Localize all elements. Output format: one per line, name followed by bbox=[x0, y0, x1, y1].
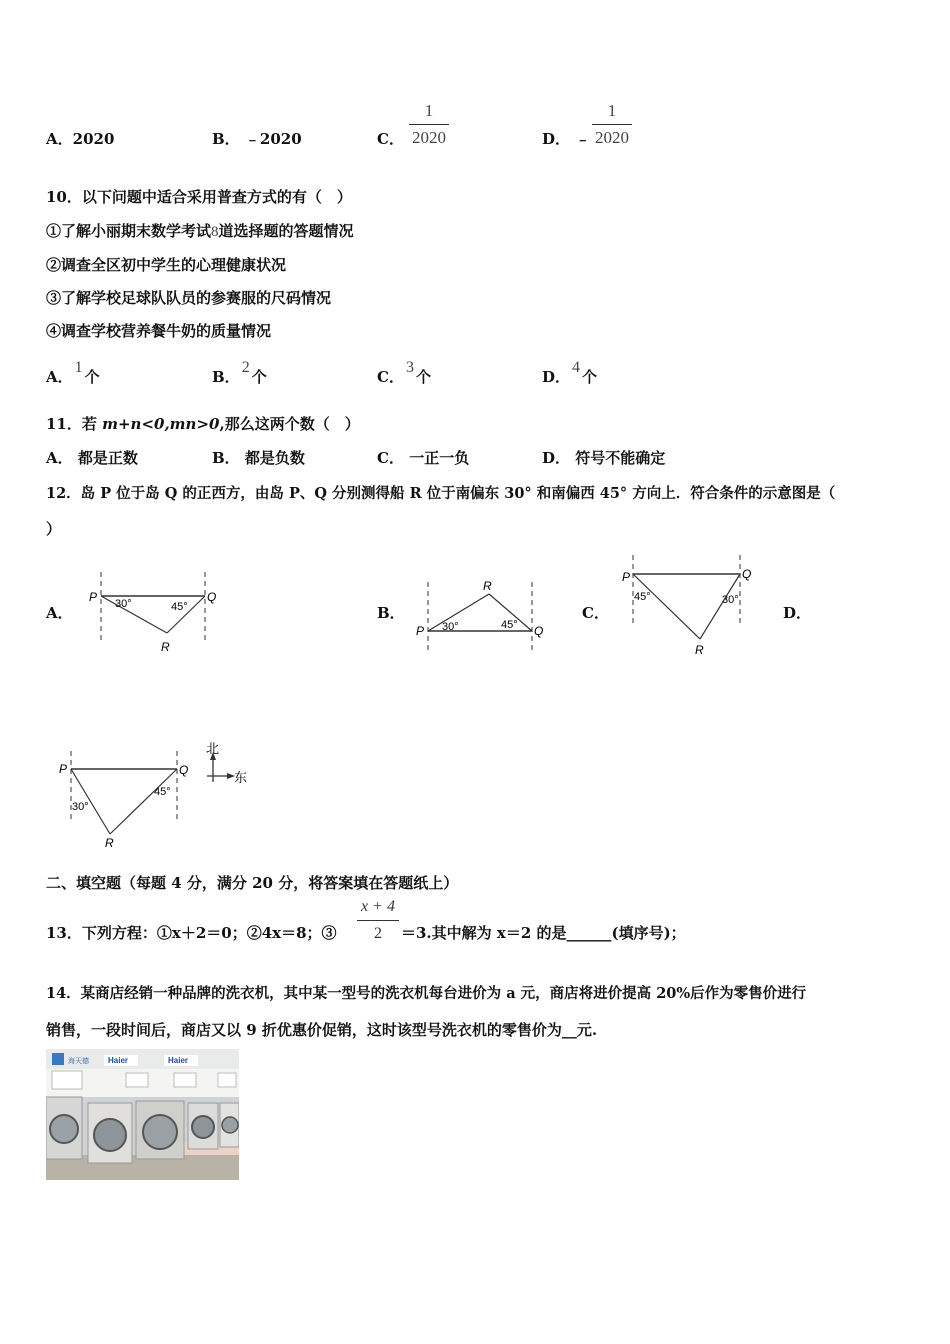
q10-option-a: A．1个 bbox=[46, 359, 100, 386]
q13-stem-post: ＝3.其中解为 x＝2 的是______(填序号)； bbox=[401, 924, 686, 942]
label-q: Q bbox=[179, 763, 189, 777]
washer-5 bbox=[220, 1103, 239, 1147]
label-p: P bbox=[89, 590, 98, 604]
q12-option-c-label: C． bbox=[582, 604, 609, 622]
brand-sign-1: 海天德 bbox=[68, 1058, 89, 1065]
q13-stem-pre: 13．下列方程：①x＋2＝0；②4x＝8；③ bbox=[46, 924, 337, 942]
q12-diagram-a bbox=[85, 568, 225, 658]
q11-stem: 11．若 m+n<0,mn>0,那么这两个数（ ） bbox=[46, 415, 360, 433]
q9-option-a: A．2020 bbox=[46, 130, 115, 148]
q9-option-b: B． ﹣2020 bbox=[212, 130, 302, 148]
angle-45: 45° bbox=[501, 619, 518, 631]
q10-item-1: ①了解小丽期末数学考试8道选择题的答题情况 bbox=[46, 222, 354, 240]
label-p: P bbox=[59, 762, 68, 776]
washing-machine-photo bbox=[46, 1049, 239, 1180]
label-p: P bbox=[416, 624, 425, 638]
label-q: Q bbox=[207, 590, 217, 604]
compass-east-label: 东 bbox=[234, 770, 248, 785]
angle-45: 45° bbox=[171, 601, 188, 613]
section-2-title: 二、填空题（每题 4 分，满分 20 分，将答案填在答题纸上） bbox=[46, 874, 459, 892]
label-r: R bbox=[695, 643, 704, 657]
brand-sign-2: Haier bbox=[108, 1056, 129, 1065]
q9-option-d-label: D． ﹣ bbox=[542, 130, 591, 148]
q10-option-b: B．2个 bbox=[212, 359, 267, 386]
segment-pr bbox=[633, 574, 700, 639]
q12-option-d-label: D． bbox=[783, 604, 812, 622]
q9-option-d-fraction: 1 2020 bbox=[592, 101, 632, 148]
q10-stem: 10．以下问题中适合采用普查方式的有（ ） bbox=[46, 188, 352, 206]
q9-option-c-label: C． bbox=[377, 130, 404, 148]
compass-north-label: 北 bbox=[206, 742, 220, 756]
label-r: R bbox=[483, 579, 492, 593]
angle-45: 45° bbox=[634, 591, 651, 603]
q12-diagram-d bbox=[55, 747, 195, 852]
q10-option-c: C．3个 bbox=[377, 359, 431, 386]
washer-4 bbox=[188, 1103, 218, 1149]
q11-option-b: B． 都是负数 bbox=[212, 449, 305, 467]
q12-option-a-label: A． bbox=[46, 604, 73, 622]
label-p: P bbox=[622, 570, 631, 584]
q11-option-c: C． 一正一负 bbox=[377, 449, 470, 467]
label-r: R bbox=[161, 640, 170, 654]
compass bbox=[203, 742, 253, 786]
brand-logo-icon bbox=[52, 1053, 64, 1065]
q12-option-b-label: B． bbox=[377, 604, 405, 622]
washer-1 bbox=[46, 1097, 82, 1159]
segment-qr bbox=[700, 574, 740, 639]
label-q: Q bbox=[742, 567, 752, 581]
q10-item-4: ④调查学校营养餐牛奶的质量情况 bbox=[46, 322, 272, 340]
angle-30: 30° bbox=[115, 598, 132, 610]
q14-stem-line2: 销售，一段时间后，商店又以 9 折优惠价促销，这时该型号洗衣机的零售价为__元. bbox=[46, 1021, 598, 1039]
washer-3 bbox=[136, 1101, 184, 1159]
angle-30: 30° bbox=[442, 621, 459, 633]
segment-qr bbox=[110, 769, 177, 834]
q12-diagram-b bbox=[413, 578, 553, 658]
q11-option-d: D． 符号不能确定 bbox=[542, 449, 666, 467]
q13-fraction: x + 4 2 bbox=[357, 897, 399, 944]
angle-30: 30° bbox=[722, 594, 739, 606]
q12-stem-line1: 12．岛 P 位于岛 Q 的正西方，由岛 P、Q 分别测得船 R 位于南偏东 30° 和南偏西 45° 方向上．符合条件的示意图是（ bbox=[46, 485, 836, 502]
q11-option-a: A． 都是正数 bbox=[46, 449, 138, 467]
angle-45: 45° bbox=[154, 786, 171, 798]
q9-option-c-fraction: 1 2020 bbox=[409, 101, 449, 148]
angle-30: 30° bbox=[72, 801, 89, 813]
q10-item-2: ②调查全区初中学生的心理健康状况 bbox=[46, 256, 287, 274]
label-r: R bbox=[105, 836, 114, 850]
washer-2 bbox=[88, 1103, 132, 1163]
brand-sign-3: Haier bbox=[168, 1056, 189, 1065]
q10-option-d: D．4个 bbox=[542, 359, 598, 386]
q14-stem-line1: 14．某商店经销一种品牌的洗衣机，其中某一型号的洗衣机每台进价为 a 元，商店将进价提高 20%后作为零售价进行 bbox=[46, 985, 807, 1002]
segment-pr bbox=[101, 596, 167, 633]
q12-stem-line2: ） bbox=[46, 520, 62, 538]
label-q: Q bbox=[534, 624, 544, 638]
q10-item-3: ③了解学校足球队队员的参赛服的尺码情况 bbox=[46, 289, 332, 307]
q12-diagram-c bbox=[618, 553, 758, 663]
